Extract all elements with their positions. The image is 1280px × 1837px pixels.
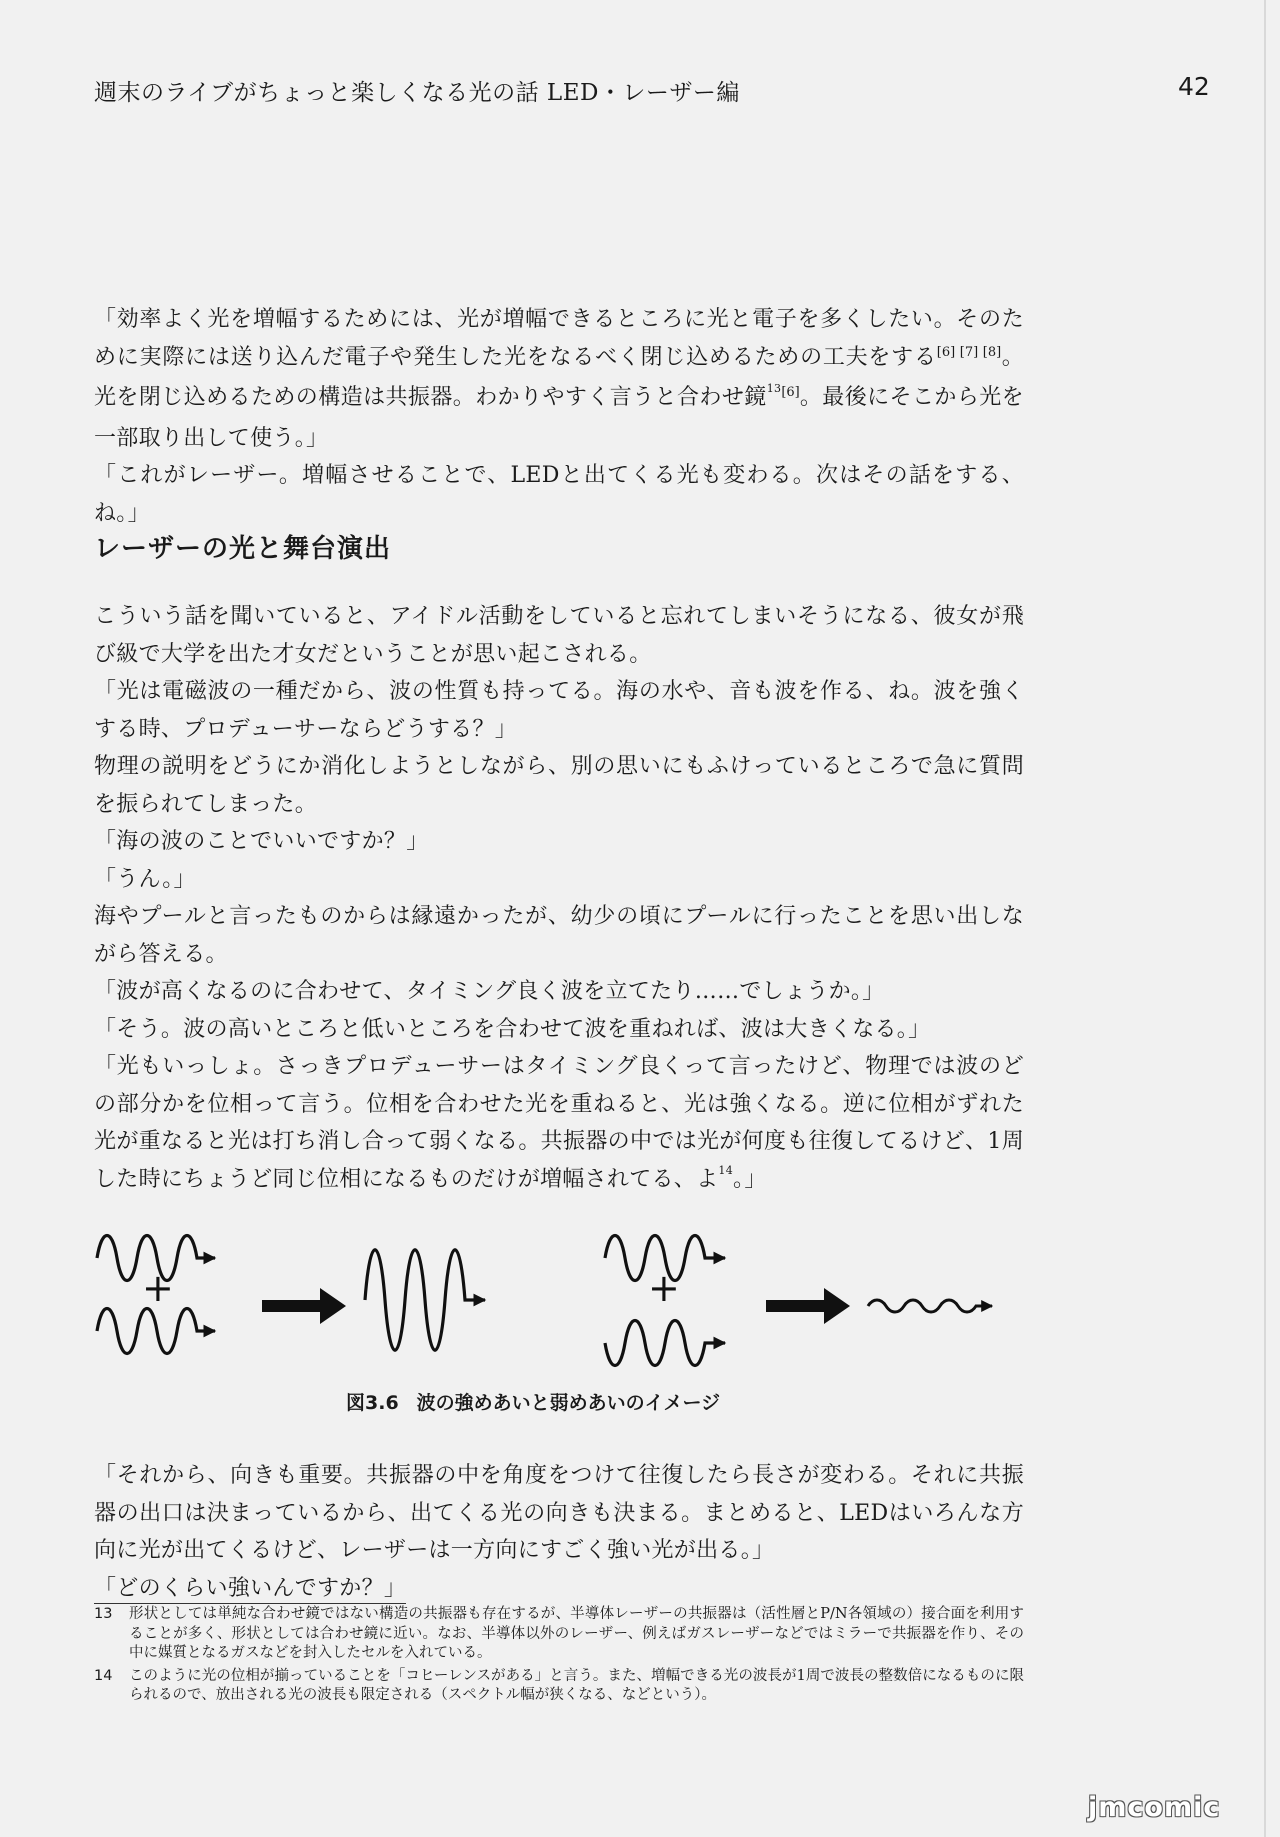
section-body-continued	[94, 1457, 1024, 1607]
paragraph: 「波が高くなるのに合わせて、タイミング良く波を立てたり……でしょうか。」	[94, 979, 885, 1004]
paragraph	[94, 301, 1024, 457]
underlined-quote: 「どのくらい強いんですか？」	[94, 1576, 406, 1604]
figure-title: 波の強めあいと弱めあいのイメージ	[416, 1392, 721, 1414]
footnote-ref: 14	[718, 1163, 734, 1177]
section-body	[94, 598, 1024, 1201]
paragraph: 物理の説明をどうにか消化しようとしながら、別の思いにもふけっているところで急に質問を振られてしまった。	[94, 754, 1024, 817]
text-run: 。最後にそこから光を一部取り出して使う。」	[94, 385, 1024, 451]
paragraph: 「そう。波の高いところと低いところを合わせて波を重ねれば、波は大きくなる。」	[94, 1016, 931, 1042]
paragraph: 「うん。」	[94, 866, 196, 892]
text-run: 。光を閉じ込めるための構造は共振器。わかりやすく言うと合わせ鏡	[94, 344, 1024, 410]
page-number: 42	[1178, 72, 1210, 101]
paragraph	[94, 1048, 1024, 1201]
text-run: 。」	[733, 1166, 767, 1192]
figure-label: 図3.6	[346, 1392, 399, 1414]
wave-amplified	[365, 1250, 485, 1351]
footnote	[94, 1605, 1024, 1664]
wave-bottom-left	[97, 1309, 215, 1354]
paragraph: こういう話を聞いていると、アイドル活動をしていると忘れてしまいそうになる、彼女が飛び級で大学を出た才女だということが思い起こされる。	[94, 604, 1024, 667]
footnotes	[94, 1605, 1024, 1709]
wave-interference-figure	[90, 1228, 1030, 1373]
result-arrow-right	[766, 1288, 850, 1324]
footnote-number: 13	[94, 1606, 113, 1622]
result-arrow-left	[262, 1288, 346, 1324]
footnote-text: このように光の位相が揃っていることを「コヒーレンスがある」と言う。また、増幅できる光の波長が1周で波長の整数倍になるものに限られるので、放出される光の波長も限定される（スペクトル幅が狭くなる、などという）。	[129, 1667, 1024, 1703]
citation: [6] [7] [8]	[936, 344, 1002, 360]
paragraph: 海やプールと言ったものからは縁遠かったが、幼少の頃にプールに行ったことを思い出しながら答える。	[94, 904, 1024, 967]
plus-sign: +	[648, 1266, 680, 1310]
section-heading: レーザーの光と舞台演出	[94, 534, 392, 564]
paragraph: 「これがレーザー。増幅させることで、LEDと出てくる光も変わる。次はその話をする、ね。」	[94, 463, 1024, 526]
paragraph: 「海の波のことでいいですか？」	[94, 829, 429, 854]
running-header: 週末のライブがちょっと楽しくなる光の話 LED・レーザー編	[94, 80, 740, 106]
wave-bottom-right	[605, 1321, 725, 1366]
page-edge-line	[1264, 0, 1266, 1837]
text-run: 「光もいっしょ。さっきプロデューサーはタイミング良くって言ったけど、物理では波のどの部分かを位相って言う。位相を合わせた光を重ねると、光は強くなる。逆に位相がずれた光が重なると光は打ち消し合って弱くなる。共振器の中では光が何度も往復してるけど、1周した時にちょうど同じ位相になるものだけが増幅されてる、よ	[94, 1054, 1024, 1192]
footnote	[94, 1667, 1024, 1706]
paragraph	[94, 1570, 1024, 1608]
footnote-text: 形状としては単純な合わせ鏡ではない構造の共振器も存在するが、半導体レーザーの共振器は（活性層とP/N各領域の）接合面を利用することが多く、形状としては合わせ鏡に近い。なお、半導体以外のレーザー、例えばガスレーザーなどではミラーで共振器を作り、その中に媒質となるガスなどを封入したセルを入れている。	[129, 1606, 1024, 1661]
citation: [6]	[781, 385, 800, 400]
footnote-ref: 13	[766, 382, 782, 395]
wave-cancelled	[868, 1300, 992, 1312]
watermark: jmcomic	[1088, 1792, 1221, 1823]
figure-caption	[346, 1388, 720, 1415]
paragraph: 「それから、向きも重要。共振器の中を角度をつけて往復したら長さが変わる。それに共振器の出口は決まっているから、出てくる光の向きも決まる。まとめると、LEDはいろんな方向に光が出てくるけど、レーザーは一方向にすごく強い光が出る。」	[94, 1463, 1024, 1563]
plus-sign: +	[142, 1266, 174, 1310]
text-run: 「効率よく光を増幅するためには、光が増幅できるところに光と電子を多くしたい。そのために実際には送り込んだ電子や発生した光をなるべく閉じ込めるための工夫をする	[94, 307, 1024, 370]
section-intro	[94, 301, 1024, 532]
footnote-number: 14	[94, 1667, 113, 1684]
paragraph: 「光は電磁波の一種だから、波の性質も持ってる。海の水や、音も波を作る、ね。波を強くする時、プロデューサーならどうする？」	[94, 679, 1024, 742]
